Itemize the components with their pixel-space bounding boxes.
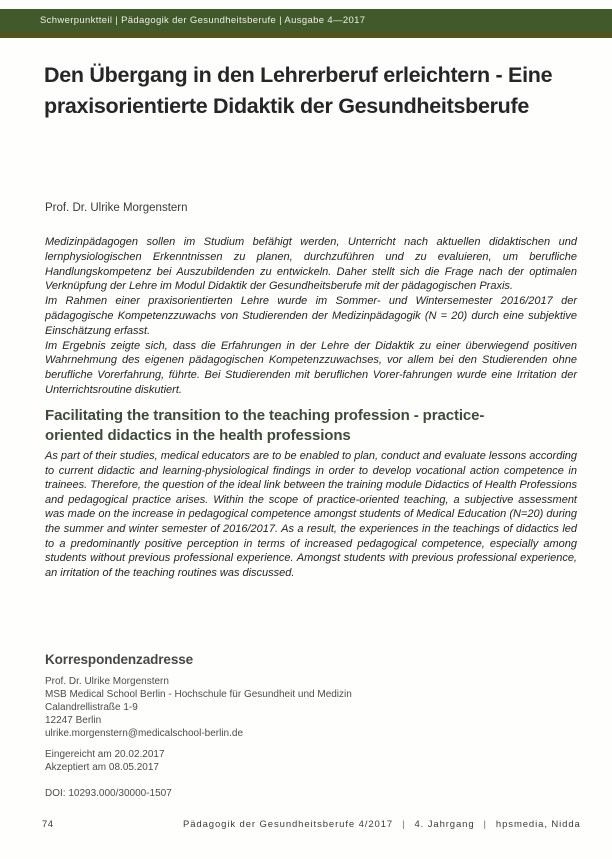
article-title-line-1: Den Übergang in den Lehrerberuf erleichtern - Eine	[44, 63, 553, 87]
running-head-bar	[0, 9, 612, 32]
abstract-german-paragraph-1: Medizinpädagogen sollen im Studium befähigt werden, Unterricht nach aktuellen didaktischen und lernphysiologischen Erkenntnissen zu planen, durchzuführen und zu evaluieren, um berufliche Handlungskompetenz bei Auszubildenden zu entwickeln. Daher stellt sich die Frage nach der optimalen Verknüpfung der Lehre im Modul Didaktik der Gesundheitsberufe mit der pädagogischen Praxis.	[45, 236, 577, 293]
submitted-date: Eingereicht am 20.02.2017	[45, 749, 165, 760]
abstract-german-paragraph-2: Im Rahmen einer praxisorientierten Lehre wurde im Sommer- und Wintersemester 2016/2017 der pädagogische Kompetenzzuwachs von Studierenden der Medizinpädagogik (N = 20) durch eine subjektive Einschätzung erfasst.	[45, 295, 577, 337]
abstract-german	[45, 235, 577, 398]
page-number: 74	[42, 819, 54, 830]
submission-dates	[45, 748, 165, 774]
correspondence-institution: MSB Medical School Berlin - Hochschule für Gesundheit und Medizin	[45, 689, 352, 700]
correspondence-city: 12247 Berlin	[45, 715, 102, 726]
abstract-english	[45, 449, 577, 580]
author-name: Prof. Dr. Ulrike Morgenstern	[45, 202, 188, 214]
article-title	[44, 60, 604, 122]
abstract-english-heading-line-2: oriented didactics in the health professions	[45, 426, 351, 444]
doi-line: DOI: 10293.000/30000-1507	[45, 788, 172, 799]
footer-publisher: hpsmedia, Nidda	[495, 819, 581, 830]
page-footer	[0, 819, 612, 833]
footer-volume: 4. Jahrgang	[414, 819, 475, 830]
accepted-date: Akzeptiert am 08.05.2017	[45, 762, 159, 773]
footer-journal-title: Pädagogik der Gesundheitsberufe 4/2017	[183, 819, 394, 830]
correspondence-address	[45, 675, 352, 740]
header-accent-stripe	[0, 32, 612, 38]
abstract-german-paragraph-3: Im Ergebnis zeigte sich, dass die Erfahrungen in der Lehre der Didaktik zu einer überwiegend positiven Wahrnehmung des eigenen pädagogischen Kompetenzzuwachses, vor allem bei den Studierenden ohne berufliche Vorerfahrung, führte. Bei Studierenden mit beruflichen Vorer-fahrungen wurde eine Irritation der Unterrichtsroutine diskutiert.	[45, 339, 577, 396]
correspondence-heading: Korrespondenzadresse	[45, 652, 194, 667]
article-title-line-2: praxisorientierte Didaktik der Gesundheitsberufe	[44, 94, 530, 118]
footer-separator-2: |	[483, 819, 487, 830]
footer-separator-1: |	[402, 819, 406, 830]
abstract-english-heading	[45, 406, 484, 445]
correspondence-street: Calandrellistraße 1-9	[45, 702, 138, 713]
abstract-english-paragraph: As part of their studies, medical educators are to be enabled to plan, conduct and evaluate lessons according to current didactic and learning-physiological findings in order to develop vocational action competence in trainees. Therefore, the question of the ideal link between the training module Didactics of Health Professions and pedagogical practice arises. Within the scope of practice-oriented teaching, a subjective assessment was made on the increase in pedagogical competence amongst students of Medical Education (N=20) during the summer and winter semester of 2016/2017. As a result, the experiences in the teachings of didactics led to a predominantly positive perception in terms of increased pedagogical competence, especially among students without previous professional experience. Amongst students with previous professional experience, an irritation of the teaching routines was discussed.	[45, 450, 577, 579]
running-head-text: Schwerpunktteil | Pädagogik der Gesundheitsberufe | Ausgabe 4—2017	[40, 15, 366, 26]
correspondence-email: ulrike.morgenstern@medicalschool-berlin.de	[45, 728, 244, 739]
correspondence-name: Prof. Dr. Ulrike Morgenstern	[45, 676, 169, 687]
footer-journal-line	[183, 819, 581, 830]
abstract-english-heading-line-1: Facilitating the transition to the teaching profession - practice-	[45, 407, 485, 424]
